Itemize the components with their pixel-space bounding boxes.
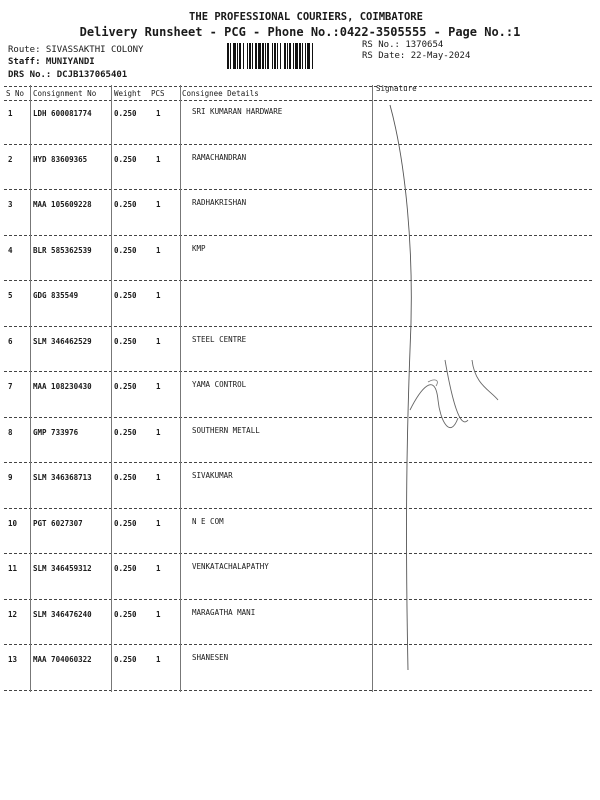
row-pcs: 1	[156, 518, 161, 528]
barcode-bar	[305, 43, 306, 69]
barcode-bar	[284, 43, 286, 69]
row-sno: 8	[8, 427, 13, 437]
row-consignee: RAMACHANDRAN	[192, 152, 247, 162]
row-pcs: 1	[156, 564, 161, 573]
barcode-bar	[265, 43, 266, 69]
row-weight: 0.250	[114, 154, 137, 164]
company-name: THE PROFESSIONAL COURIERS, COIMBATORE	[189, 11, 423, 23]
column-header-consignee: Consignee Details	[182, 89, 259, 98]
row-consignee: VENKATACHALAPATHY	[192, 562, 269, 571]
barcode-bar	[267, 43, 269, 69]
row-sno: 1	[8, 109, 13, 118]
barcode-bar	[227, 43, 229, 69]
row-weight: 0.250	[114, 564, 137, 573]
row-weight: 0.250	[114, 427, 137, 437]
row-sno: 13	[8, 655, 18, 664]
row-consignment-no: LDH 600081774	[33, 109, 92, 118]
row-consignment-no: GMP 733976	[33, 427, 79, 437]
row-sno: 2	[8, 154, 13, 164]
row-consignment-no: MAA 704060322	[33, 655, 92, 664]
barcode-bar	[293, 43, 294, 69]
barcode-bar	[243, 43, 244, 69]
row-weight: 0.250	[114, 609, 137, 619]
barcode-bar	[302, 43, 303, 69]
row-weight: 0.250	[114, 473, 137, 482]
row-consignment-no: PGT 6027307	[33, 518, 83, 528]
barcode-bar	[272, 43, 273, 69]
row-pcs: 1	[156, 200, 161, 209]
barcode-bar	[307, 43, 310, 69]
barcode-bar	[247, 43, 248, 69]
row-consignment-no: SLM 346459312	[33, 564, 92, 573]
column-header-signature: Signature	[376, 84, 417, 93]
runsheet-title: Delivery Runsheet - PCG - Phone No.:0422-3505555 - Page No.:1	[79, 25, 521, 39]
barcode-bar	[274, 43, 276, 69]
row-pcs: 1	[156, 109, 161, 118]
barcode-bar	[295, 43, 298, 69]
row-consignment-no: MAA 105609228	[33, 200, 92, 209]
row-sno: 12	[8, 609, 18, 619]
barcode-bar	[299, 43, 301, 69]
row-weight: 0.250	[114, 200, 137, 209]
row-pcs: 1	[156, 609, 161, 619]
barcode-bar	[230, 43, 231, 69]
row-sno: 10	[8, 518, 18, 528]
barcode-bar	[287, 43, 288, 69]
rs-date: RS Date: 22-May-2024	[362, 51, 471, 61]
row-consignee: MARAGATHA MANI	[192, 607, 256, 617]
row-pcs: 1	[156, 655, 161, 664]
column-header-consignment: Consignment No	[33, 89, 97, 98]
row-sno: 11	[8, 564, 18, 573]
table-top-rule	[4, 86, 592, 87]
barcode-bar	[280, 43, 281, 69]
row-sno: 6	[8, 336, 13, 346]
row-consignee: SRI KUMARAN HARDWARE	[192, 107, 283, 116]
row-consignee: SOUTHERN METALL	[192, 425, 260, 435]
row-consignment-no: SLM 346462529	[33, 336, 92, 346]
barcode-bar	[262, 43, 264, 69]
row-consignee: YAMA CONTROL	[192, 380, 247, 389]
barcode-bar	[233, 43, 236, 69]
row-sno: 9	[8, 473, 13, 482]
barcode-bar	[258, 43, 261, 69]
column-header-pcs: PCS	[151, 89, 165, 98]
column-header-sno: S No	[6, 89, 25, 98]
row-consignee: KMP	[192, 243, 206, 253]
row-weight: 0.250	[114, 109, 137, 118]
row-pcs: 1	[156, 473, 161, 482]
row-consignment-no: BLR 585362539	[33, 245, 92, 255]
row-weight: 0.250	[114, 291, 137, 300]
row-pcs: 1	[156, 154, 161, 164]
row-consignment-no: HYD 83609365	[33, 154, 88, 164]
row-sno: 5	[8, 291, 13, 300]
row-weight: 0.250	[114, 336, 137, 346]
drs-number: DRS No.: DCJB137065401	[8, 70, 128, 80]
row-weight: 0.250	[114, 245, 137, 255]
column-header-weight: Weight	[114, 89, 142, 98]
row-pcs: 1	[156, 427, 161, 437]
row-consignment-no: MAA 108230430	[33, 382, 92, 391]
barcode-bar	[312, 43, 313, 69]
row-pcs: 1	[156, 245, 161, 255]
row-consignee: N E COM	[192, 516, 224, 526]
row-weight: 0.250	[114, 382, 137, 391]
barcode-bar	[289, 43, 291, 69]
signature-icon	[380, 100, 520, 680]
row-consignee: RADHAKRISHAN	[192, 198, 247, 207]
row-consignment-no: SLM 346368713	[33, 473, 92, 482]
barcode-bar	[249, 43, 251, 69]
barcode-bar	[277, 43, 278, 69]
row-consignee: STEEL CENTRE	[192, 334, 247, 344]
route-label: Route: SIVASSAKTHI COLONY	[8, 45, 144, 55]
barcode-icon	[226, 43, 354, 69]
row-consignment-no: SLM 346476240	[33, 609, 92, 619]
row-consignee: SIVAKUMAR	[192, 471, 233, 480]
row-sno: 3	[8, 200, 13, 209]
staff-label: Staff: MUNIYANDI	[8, 57, 95, 67]
barcode-bar	[252, 43, 253, 69]
barcode-bar	[239, 43, 241, 69]
row-pcs: 1	[156, 291, 161, 300]
row-consignment-no: GDG 835549	[33, 291, 79, 300]
row-sno: 7	[8, 382, 13, 391]
row-consignee: SHANESEN	[192, 653, 229, 662]
row-sno: 4	[8, 245, 13, 255]
row-pcs: 1	[156, 336, 161, 346]
barcode-bar	[255, 43, 257, 69]
row-weight: 0.250	[114, 655, 137, 664]
row-pcs: 1	[156, 382, 161, 391]
row-weight: 0.250	[114, 518, 137, 528]
rs-number: RS No.: 1370654	[362, 40, 444, 50]
barcode-bar	[237, 43, 238, 69]
